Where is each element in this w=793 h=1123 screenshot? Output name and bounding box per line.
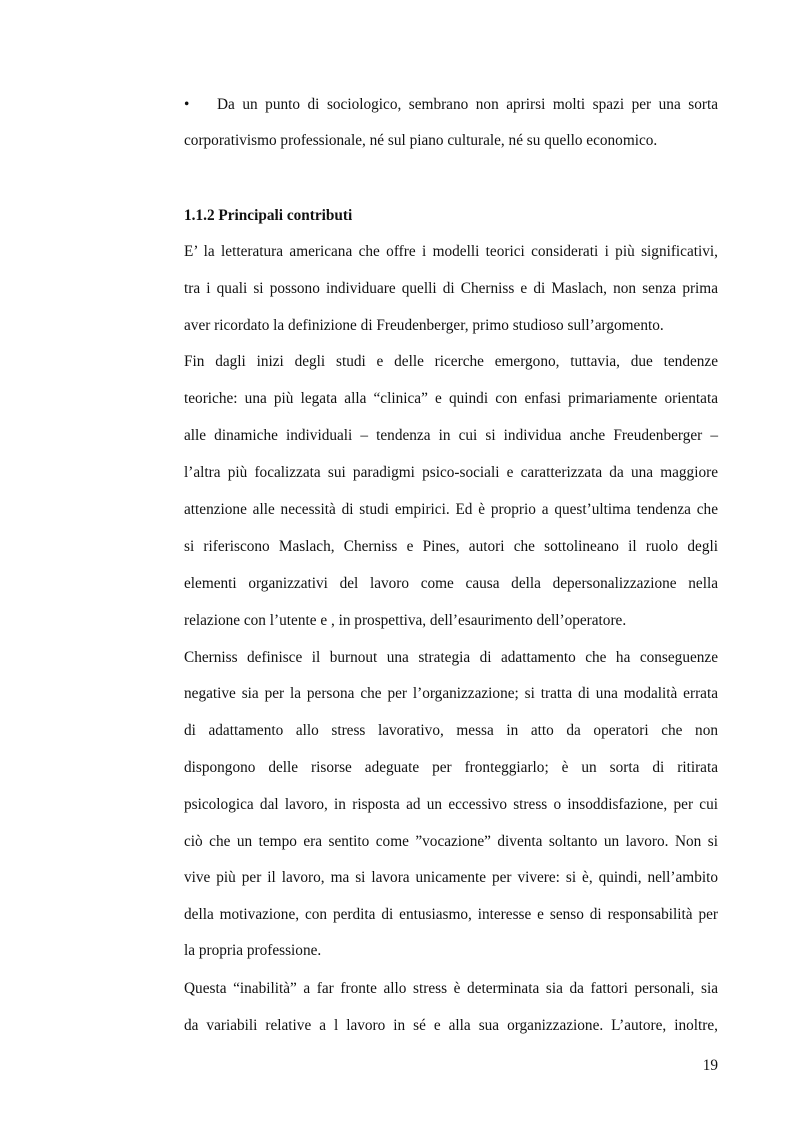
paragraph-line: Cherniss definisce il burnout una strategia di adattamento che ha conseguenze [184, 649, 718, 666]
paragraph-line: vive più per il lavoro, ma si lavora unicamente per vivere: si è, quindi, nell’ambito [184, 869, 718, 886]
paragraph-line: si riferiscono Maslach, Cherniss e Pines, autori che sottolineano il ruolo degli [184, 538, 718, 555]
paragraph-line: elementi organizzativi del lavoro come causa della depersonalizzazione nella [184, 575, 718, 592]
paragraph-line: dispongono delle risorse adeguate per fronteggiarlo; è un sorta di ritirata [184, 759, 718, 776]
paragraph-line: attenzione alle necessità di studi empirici. Ed è proprio a quest’ultima tendenza che [184, 501, 718, 518]
paragraph-line: Fin dagli inizi degli studi e delle ricerche emergono, tuttavia, due tendenze [184, 353, 718, 370]
paragraph-line: negative sia per la persona che per l’organizzazione; si tratta di una modalità errata [184, 685, 718, 702]
paragraph-line: teoriche: una più legata alla “clinica” e quindi con enfasi primariamente orientata [184, 390, 718, 407]
paragraph-line: Questa “inabilità” a far fronte allo stress è determinata sia da fattori personali, sia [184, 980, 718, 997]
paragraph-line: la propria professione. [184, 942, 322, 959]
paragraph-line: aver ricordato la definizione di Freudenberger, primo studioso sull’argomento. [184, 317, 664, 334]
paragraph-line: E’ la letteratura americana che offre i modelli teorici considerati i più significativi, [184, 243, 718, 260]
bullet-text-line: Da un punto di sociologico, sembrano non aprirsi molti spazi per una sorta [217, 96, 718, 113]
paragraph-line: ciò che un tempo era sentito come ”vocazione” diventa soltanto un lavoro. Non si [184, 833, 718, 850]
paragraph-line: di adattamento allo stress lavorativo, messa in atto da operatori che non [184, 722, 718, 739]
page-number: 19 [702, 1057, 718, 1074]
paragraph-line: relazione con l’utente e , in prospettiva, dell’esaurimento dell’operatore. [184, 612, 627, 629]
bullet-marker: • [184, 96, 190, 113]
paragraph-line: psicologica dal lavoro, in risposta ad un eccessivo stress o insoddisfazione, per cui [184, 796, 718, 813]
paragraph-line: alle dinamiche individuali – tendenza in cui si individua anche Freudenberger – [184, 427, 718, 444]
section-heading: 1.1.2 Principali contributi [184, 207, 353, 224]
paragraph-line: da variabili relative a l lavoro in sé e alla sua organizzazione. L’autore, inoltre, [184, 1017, 718, 1034]
paragraph-line: l’altra più focalizzata sui paradigmi psico-sociali e caratterizzata da una maggiore [184, 464, 718, 481]
paragraph-line: tra i quali si possono individuare quelli di Cherniss e di Maslach, non senza prima [184, 280, 718, 297]
paragraph-line: della motivazione, con perdita di entusiasmo, interesse e senso di responsabilità per [184, 906, 718, 923]
bullet-text-line: corporativismo professionale, né sul piano culturale, né su quello economico. [184, 132, 658, 149]
